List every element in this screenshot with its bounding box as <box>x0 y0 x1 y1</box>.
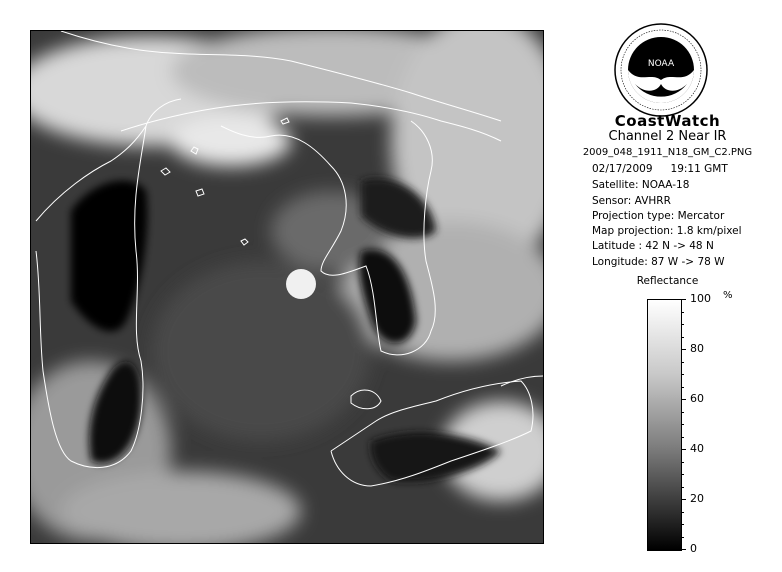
colorbar-tick <box>681 387 684 388</box>
projection-type-label: Projection type: Mercator <box>592 210 725 222</box>
date-value: 02/17/2009 <box>592 163 653 175</box>
colorbar-tick <box>681 312 684 313</box>
product-title: CoastWatch <box>614 112 721 130</box>
colorbar-tick-label: 40 <box>690 442 704 455</box>
colorbar-tick <box>681 362 684 363</box>
colorbar-tick <box>681 549 686 550</box>
colorbar-tick <box>681 537 684 538</box>
colorbar-tick-label: 0 <box>690 542 697 555</box>
colorbar-tick <box>681 324 684 325</box>
reflectance-colorbar <box>647 299 682 551</box>
longitude-label: Longitude: 87 W -> 78 W <box>592 256 725 268</box>
colorbar-tick <box>681 524 684 525</box>
datetime-line <box>592 163 728 175</box>
colorbar-tick <box>681 424 684 425</box>
bay-highlight <box>286 269 316 299</box>
colorbar-tick-label: 60 <box>690 392 704 405</box>
satellite-label: Satellite: NOAA-18 <box>592 179 690 191</box>
colorbar-tick-label: 20 <box>690 492 704 505</box>
colorbar-tick <box>681 374 684 375</box>
map-projection-label: Map projection: 1.8 km/pixel <box>592 225 742 237</box>
noaa-logo <box>613 22 709 118</box>
colorbar-tick <box>681 337 684 338</box>
colorbar-tick <box>681 499 686 500</box>
colorbar-tick <box>681 462 684 463</box>
colorbar-tick-label: 100 <box>690 292 711 305</box>
colorbar-tick <box>681 474 684 475</box>
satellite-map[interactable] <box>30 30 544 544</box>
sensor-label: Sensor: AVHRR <box>592 195 671 207</box>
colorbar-tick <box>681 349 686 350</box>
colorbar-tick <box>681 487 684 488</box>
colorbar-tick <box>681 437 684 438</box>
noaa-logo-text: NOAA <box>647 59 675 69</box>
scale-unit: % <box>723 290 733 301</box>
colorbar-tick-label: 80 <box>690 342 704 355</box>
colorbar-tick <box>681 449 686 450</box>
colorbar-tick <box>681 299 686 300</box>
info-panel <box>560 20 775 565</box>
latitude-label: Latitude : 42 N -> 48 N <box>592 240 714 252</box>
scale-title: Reflectance <box>636 275 699 287</box>
satellite-image <box>31 31 543 543</box>
time-value: 19:11 GMT <box>670 163 728 175</box>
channel-label: Channel 2 Near IR <box>608 129 727 144</box>
colorbar-tick <box>681 512 684 513</box>
colorbar-tick <box>681 399 686 400</box>
colorbar-tick <box>681 412 684 413</box>
filename-label: 2009_048_1911_N18_GM_C2.PNG <box>582 147 753 158</box>
